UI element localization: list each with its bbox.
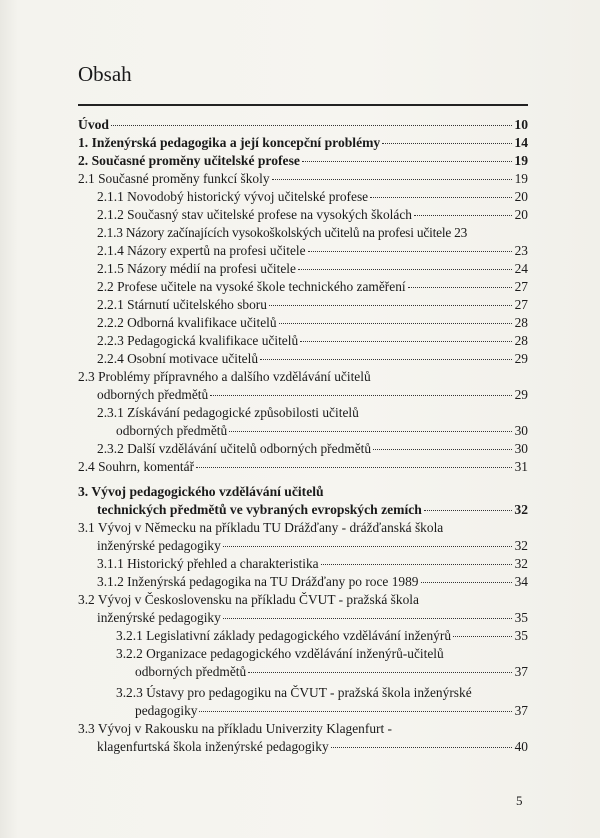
toc-entry-page: 20 — [514, 189, 528, 204]
toc-entry-title: 2.1.5 Názory médií na profesi učitele — [97, 261, 296, 276]
toc-entry-2-1-2[interactable] — [97, 206, 528, 223]
toc-entry-title: klagenfurtská škola inženýrské pedagogiky — [97, 739, 329, 754]
toc-entry-page: 27 — [514, 279, 528, 294]
toc-entry-page: 28 — [514, 315, 528, 330]
toc-entry-title: 2.2.4 Osobní motivace učitelů — [97, 351, 259, 366]
toc-entry-2-3-1[interactable] — [116, 422, 528, 439]
toc-entry-2-2-3[interactable] — [97, 332, 528, 349]
toc-entry-title: odborných předmětů — [135, 664, 247, 679]
toc-entry-title: 2.1.2 Současný stav učitelské profese na vysokých školách — [97, 207, 412, 222]
toc-entry-title: 2.2.1 Stárnutí učitelského sboru — [97, 297, 267, 312]
page-heading: Obsah — [78, 62, 132, 86]
toc-entry-title: 2.1.4 Názory expertů na profesi učitele — [97, 243, 306, 258]
toc-entry-3-2-3[interactable] — [135, 702, 528, 719]
toc-entry-2-3-2[interactable] — [97, 440, 528, 457]
toc-entry-3-1-2[interactable] — [97, 573, 528, 590]
leader-dots — [321, 564, 512, 565]
leader-dots — [229, 431, 512, 432]
toc-entry-page: 30 — [514, 441, 528, 456]
toc-entry-page: 10 — [514, 117, 528, 132]
toc-entry-chapter-3[interactable] — [97, 501, 528, 518]
toc-entry-3-2-3-line1: 3.2.3 Ústavy pro pedagogiku na ČVUT - pražská škola inženýrské — [116, 685, 472, 700]
toc-entry-3-2-1[interactable] — [116, 627, 528, 644]
toc-entry-2-1-1[interactable] — [97, 188, 528, 205]
toc-entry-page: 20 — [514, 207, 528, 222]
toc-entry-chapter-1[interactable] — [78, 134, 528, 151]
toc-entry-2-1[interactable] — [78, 170, 528, 187]
toc-entry-3-2-2[interactable] — [135, 663, 528, 680]
leader-dots — [196, 467, 512, 468]
leader-dots — [414, 215, 512, 216]
toc-entry-3-3-line1: 3.3 Vývoj v Rakousku na příkladu Univerzity Klagenfurt - — [78, 721, 392, 736]
toc-entry-title: 2.2.3 Pedagogická kvalifikace učitelů — [97, 333, 299, 348]
leader-dots — [382, 143, 512, 144]
toc-entry-3-1[interactable] — [97, 537, 528, 554]
toc-entry-title: inženýrské pedagogiky — [97, 610, 221, 625]
toc-entry-title: inženýrské pedagogiky — [97, 538, 221, 553]
toc-entry-3-1-line1: 3.1 Vývoj v Německu na příkladu TU Drážďany - drážďanská škola — [78, 520, 444, 535]
toc-entry-title: 3.1.1 Historický přehled a charakteristika — [97, 556, 319, 571]
toc-entry-page: 29 — [514, 387, 528, 402]
toc-entry-title: 2.1.3 Názory začínajících vysokoškolských učitelů na profesi učitele — [97, 225, 452, 240]
leader-dots — [223, 546, 512, 547]
leader-dots — [370, 197, 512, 198]
toc-entry-page: 23 — [454, 225, 468, 240]
leader-dots — [111, 125, 512, 126]
toc-entry-title: 3.2.1 Legislativní základy pedagogického vzdělávání inženýrů — [116, 628, 452, 643]
leader-dots — [279, 323, 512, 324]
toc-entry-title: odborných předmětů — [97, 387, 209, 402]
toc-entry-title: 3.1.2 Inženýrská pedagogika na TU Drážďany po roce 1989 — [97, 574, 419, 589]
toc-entry-2-3[interactable] — [97, 386, 528, 403]
toc-entry-page: 34 — [514, 574, 528, 589]
toc-entry-2-2-2[interactable] — [97, 314, 528, 331]
toc-entry-2-2-4[interactable] — [97, 350, 528, 367]
leader-dots — [421, 582, 513, 583]
toc-entry-3-2[interactable] — [97, 609, 528, 626]
toc-entry-page: 24 — [514, 261, 528, 276]
toc-entry-page: 32 — [514, 502, 528, 517]
toc-entry-title: 1. Inženýrská pedagogika a její koncepční problémy — [78, 135, 381, 150]
toc-entry-2-3-line1: 2.3 Problémy přípravného a dalšího vzdělávání učitelů — [78, 369, 371, 384]
leader-dots — [298, 269, 512, 270]
leader-dots — [272, 179, 512, 180]
toc-entry-page: 19 — [514, 171, 528, 186]
toc-entry-title: 2. Současné proměny učitelské profese — [78, 153, 300, 168]
page-number: 5 — [516, 793, 523, 808]
toc-entry-page: 31 — [514, 459, 528, 474]
toc-entry-page: 35 — [514, 628, 528, 643]
toc-entry-chapter-2[interactable] — [78, 152, 528, 169]
toc-entry-title: 2.3.2 Další vzdělávání učitelů odborných předmětů — [97, 441, 372, 456]
leader-dots — [453, 636, 512, 637]
toc-entry-title: 2.2 Profese učitele na vysoké škole technického zaměření — [97, 279, 406, 294]
toc-entry-page: 23 — [514, 243, 528, 258]
toc-entry-2-1-3[interactable] — [97, 224, 528, 241]
toc-entry-page: 30 — [514, 423, 528, 438]
toc-entry-page: 14 — [514, 135, 528, 150]
toc-entry-page: 28 — [514, 333, 528, 348]
leader-dots — [300, 341, 512, 342]
toc-entry-3-2-line1: 3.2 Vývoj v Československu na příkladu ČVUT - pražská škola — [78, 592, 419, 607]
toc-entry-2-2-1[interactable] — [97, 296, 528, 313]
toc-entry-2-1-5[interactable] — [97, 260, 528, 277]
toc-entry-2-1-4[interactable] — [97, 242, 528, 259]
toc-entry-title: Úvod — [78, 117, 109, 132]
leader-dots — [408, 287, 512, 288]
leader-dots — [373, 449, 512, 450]
toc-entry-title: 2.1 Současné proměny funkcí školy — [78, 171, 270, 186]
toc-entry-page: 37 — [514, 664, 528, 679]
leader-dots — [260, 359, 512, 360]
toc-entry-2-2[interactable] — [97, 278, 528, 295]
leader-dots — [210, 395, 512, 396]
toc-entry-title: pedagogiky — [135, 703, 198, 718]
leader-dots — [223, 618, 512, 619]
leader-dots — [302, 161, 512, 162]
toc-entry-title: technických předmětů ve vybraných evropských zemích — [97, 502, 422, 517]
toc-entry-page: 29 — [514, 351, 528, 366]
leader-dots — [269, 305, 512, 306]
toc-entry-page: 37 — [514, 703, 528, 718]
toc-entry-title: 2.4 Souhrn, komentář — [78, 459, 195, 474]
toc-entry-page: 32 — [514, 538, 528, 553]
toc-entry-uvod[interactable] — [78, 116, 528, 133]
toc-entry-3-1-1[interactable] — [97, 555, 528, 572]
leader-dots — [248, 672, 512, 673]
leader-dots — [331, 747, 512, 748]
toc-entry-page: 35 — [514, 610, 528, 625]
toc-entry-page: 40 — [514, 739, 528, 754]
toc-entry-page: 32 — [514, 556, 528, 571]
leader-dots — [308, 251, 512, 252]
toc-entry-title: odborných předmětů — [116, 423, 228, 438]
leader-dots — [199, 711, 512, 712]
toc-entry-2-4[interactable] — [78, 458, 528, 475]
toc-entry-3-2-2-line1: 3.2.2 Organizace pedagogického vzdělávání inženýrů-učitelů — [116, 646, 444, 661]
leader-dots — [424, 510, 512, 511]
toc-entry-page: 19 — [514, 153, 528, 168]
toc-entry-title: 2.2.2 Odborná kvalifikace učitelů — [97, 315, 277, 330]
toc-entry-2-3-1-line1: 2.3.1 Získávání pedagogické způsobilosti učitelů — [97, 405, 359, 420]
toc-entry-page: 27 — [514, 297, 528, 312]
toc-entry-3-3[interactable] — [97, 738, 528, 755]
toc-entry-title: 2.1.1 Novodobý historický vývoj učitelské profese — [97, 189, 369, 204]
toc-entry-chapter-3-line1: 3. Vývoj pedagogického vzdělávání učitelů — [78, 484, 324, 499]
